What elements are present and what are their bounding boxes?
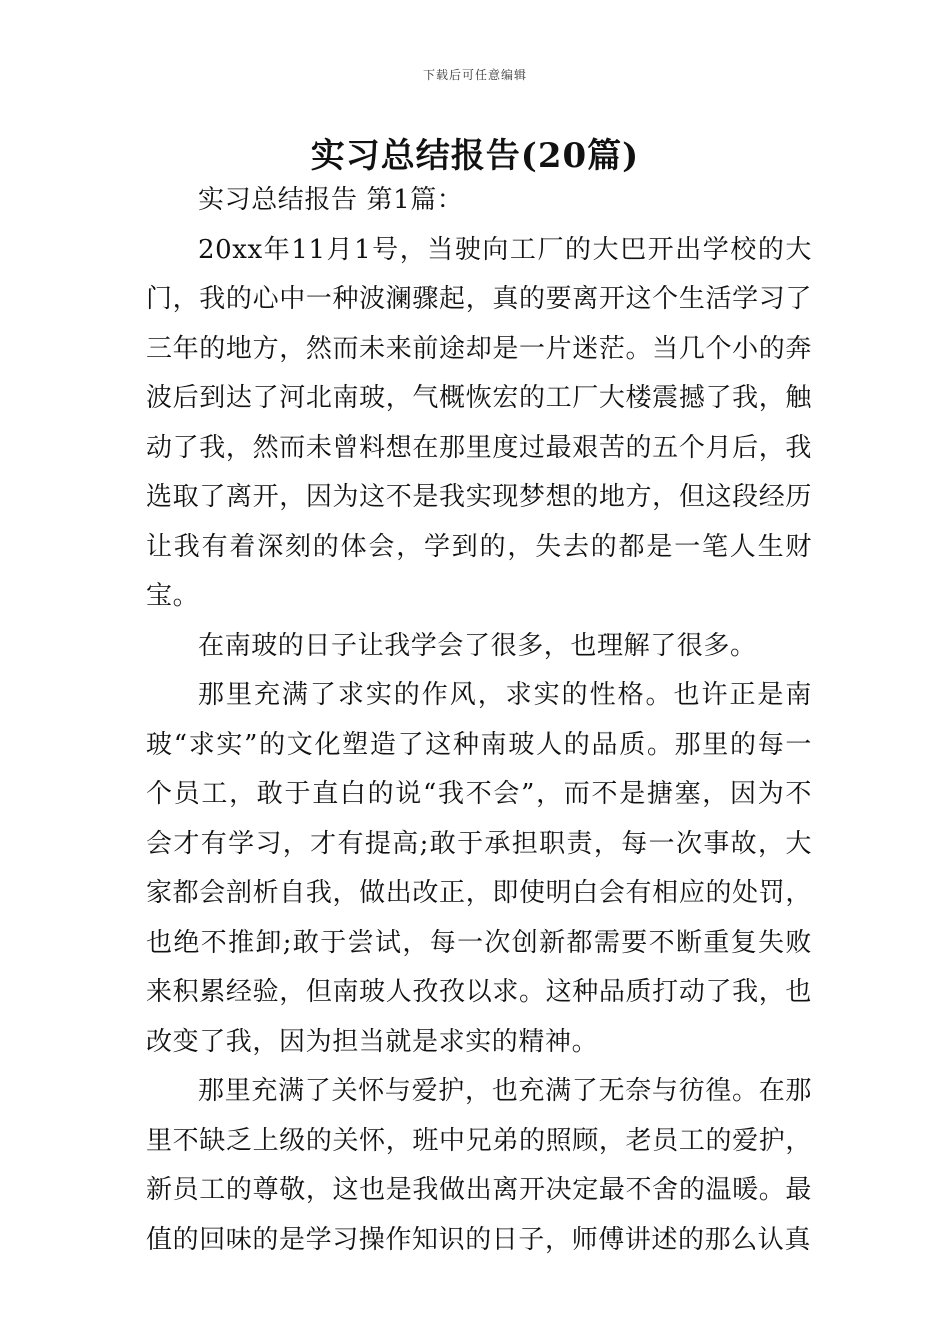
document-title: 实习总结报告(20篇) (310, 136, 640, 176)
paragraph: 那里充满了关怀与爱护，也充满了无奈与彷徨。在那里不缺乏上级的关怀，班中兄弟的照顾，老员工的爱护，新员工的尊敬，这也是我做出离开决定最不舍的温暖。最值的回味的是学习操作知识的日子，师傅讲述的那么认真 (146, 1076, 812, 1255)
page-header-note: 下载后可任意编辑 (422, 68, 527, 82)
paragraph: 在南玻的日子让我学会了很多，也理解了很多。 (198, 630, 757, 661)
paragraph: 那里充满了求实的作风，求实的性格。也许正是南玻“求实”的文化塑造了这种南玻人的品质。那里的每一个员工，敢于直白的说“我不会”，而不是搪塞，因为不会才有学习，才有提高;敢于承担职责，每一次事故，大家都会剖析自我，做出改正，即使明白会有相应的处罚，也绝不推卸;敢于尝试，每一次创新都需要不断重复失败来积累经验，但南玻人孜孜以求。这种品质打动了我，也改变了我，因为担当就是求实的精神。 (146, 680, 812, 1057)
section-heading: 实习总结报告 第1篇： (198, 185, 464, 215)
paragraph: 20xx年11月1号，当驶向工厂的大巴开出学校的大门，我的心中一种波澜骤起，真的要离开这个生活学习了三年的地方，然而未来前途却是一片迷茫。当几个小的奔波后到达了河北南玻，气概恢宏的工厂大楼震撼了我，触动了我，然而未曾料想在那里度过最艰苦的五个月后，我选取了离开，因为这不是我实现梦想的地方，但这段经历让我有着深刻的体会，学到的，失去的都是一笔人生财宝。 (146, 234, 812, 611)
document-body (146, 176, 812, 1265)
